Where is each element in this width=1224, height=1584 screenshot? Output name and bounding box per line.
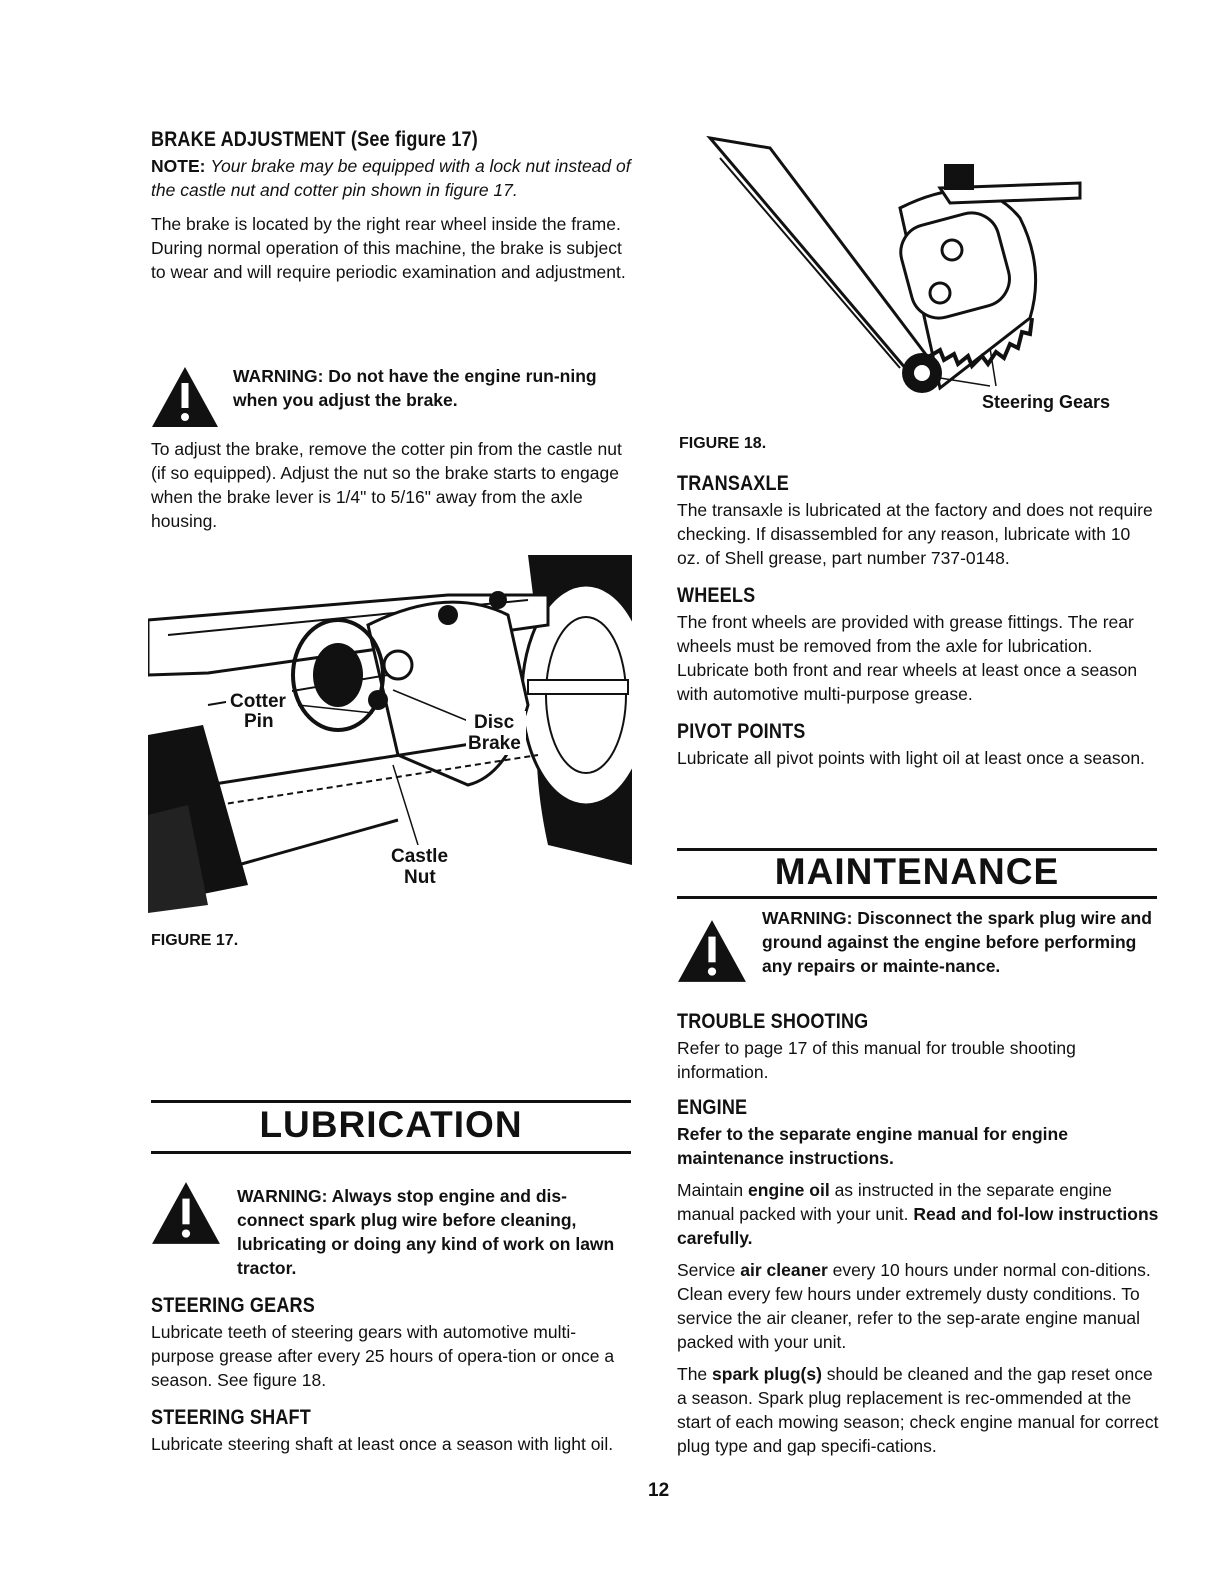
left-column: [151, 128, 631, 284]
pivot-points-text: Lubricate all pivot points with light oil at least once a season.: [677, 748, 1145, 768]
brake-paragraph-2: To adjust the brake, remove the cotter pin from the castle nut (if so equipped). Adjust the nut so the brake starts to engage when the brake lever is 1/4" to 5/16" away from the axle housing.: [151, 439, 622, 531]
spark-text-1: The: [677, 1364, 713, 1384]
note-text: Your brake may be equipped with a lock nut instead of the castle nut and cotter pin shown in figure 17.: [151, 156, 631, 200]
air-bold: air cleaner: [740, 1260, 828, 1280]
figure-18-steering-gears-illustration: [700, 128, 1140, 418]
brake-instructions: [151, 437, 631, 533]
air-text-1: Service: [677, 1260, 741, 1280]
warning-triangle-icon: [676, 918, 748, 984]
oil-text-1: Maintain: [677, 1180, 749, 1200]
steering-gears-text: Lubricate teeth of steering gears with automotive multi-purpose grease after every 25 hours of opera-tion or once a season. See figure 18.: [151, 1322, 615, 1390]
air-cleaner-paragraph: [677, 1258, 1159, 1354]
note-label: NOTE:: [151, 156, 206, 176]
steering-section: [151, 1294, 633, 1456]
right-lubrication-sections: [677, 472, 1157, 770]
air-text-2: every 10 hours under normal con-ditions. Clean every few hours under extremely dusty conditions. To service the air cleaner, refer to the sep-arate engine manual packed with your unit.: [677, 1260, 1151, 1352]
wheels-heading: WHEELS: [677, 584, 756, 607]
spark-plug-paragraph: [677, 1362, 1159, 1458]
engine-manual-note: Refer to the separate engine manual for engine maintenance instructions.: [677, 1124, 1068, 1168]
engine-heading: ENGINE: [677, 1096, 748, 1119]
steering-gears-heading: STEERING GEARS: [151, 1294, 315, 1317]
maintenance-title: MAINTENANCE: [774, 851, 1060, 892]
fig17-disc-label: Disc: [474, 712, 515, 733]
maintenance-sections: [677, 1010, 1159, 1458]
lubrication-rule-bottom: [151, 1151, 631, 1154]
trouble-shooting-heading: TROUBLE SHOOTING: [677, 1010, 869, 1033]
brake-warning-text: WARNING: Do not have the engine run-ning when you adjust the brake.: [233, 366, 597, 410]
wheels-text: The front wheels are provided with grease fittings. The rear wheels must be removed from the axle for lubrication. Lubricate both front and rear wheels at least once a season with automotive multi-purpose grease.: [677, 612, 1138, 704]
steering-shaft-heading: STEERING SHAFT: [151, 1406, 311, 1429]
spark-bold: spark plug(s): [712, 1364, 822, 1384]
warning-triangle-icon: [150, 1180, 222, 1246]
lubrication-rule-top: [151, 1100, 631, 1103]
engine-oil-paragraph: [677, 1178, 1159, 1250]
figure-17-brake-illustration: [148, 555, 632, 913]
lubrication-warning-text: WARNING: Always stop engine and dis-connect spark plug wire before cleaning, lubricating or doing any kind of work on lawn tractor.: [237, 1186, 615, 1278]
oil-bold-2: Read and fol-low instructions carefully.: [677, 1204, 1159, 1248]
brake-note: [151, 154, 631, 202]
transaxle-heading: TRANSAXLE: [677, 472, 789, 495]
figure-17-caption: FIGURE 17.: [151, 932, 239, 949]
figure-18-caption: FIGURE 18.: [679, 435, 767, 452]
lubrication-title: LUBRICATION: [259, 1104, 523, 1145]
oil-bold-1: engine oil: [748, 1180, 830, 1200]
transaxle-text: The transaxle is lubricated at the factory and does not require checking. If disassembled for any reason, lubricate with 10 oz. of Shell grease, part number 737-0148.: [677, 500, 1153, 568]
fig17-brake-label: Brake: [468, 733, 521, 754]
steering-shaft-text: Lubricate steering shaft at least once a season with light oil.: [151, 1434, 614, 1454]
fig17-cotter-label: Cotter: [230, 691, 286, 712]
maintenance-rule-bottom: [677, 896, 1157, 899]
page-number: 12: [648, 1480, 670, 1501]
pivot-points-heading: PIVOT POINTS: [677, 720, 806, 743]
fig17-castle-label: Castle: [391, 846, 449, 867]
brake-paragraph-1: The brake is located by the right rear wheel inside the frame. During normal operation of this machine, the brake is subject to wear and will require periodic examination and adjustment.: [151, 214, 626, 282]
brake-adjustment-heading: BRAKE ADJUSTMENT (See figure 17): [151, 128, 478, 151]
spark-text-2: should be cleaned and the gap reset once a season. Spark plug replacement is rec-ommended at the start of each mowing season; check engine manual for correct plug type and gap specifi-cations.: [677, 1364, 1159, 1456]
fig18-steering-gears-label: Steering Gears: [982, 392, 1111, 412]
fig17-pin-label: Pin: [244, 711, 274, 732]
warning-triangle-icon: [150, 365, 220, 429]
maintenance-warning-text: WARNING: Disconnect the spark plug wire and ground against the engine before performing any repairs or mainte-nance.: [762, 908, 1152, 976]
oil-text-2: as instructed in the separate engine manual packed with your unit.: [677, 1180, 1112, 1224]
fig17-nut-label: Nut: [404, 867, 436, 888]
trouble-shooting-text: Refer to page 17 of this manual for trouble shooting information.: [677, 1038, 1076, 1082]
